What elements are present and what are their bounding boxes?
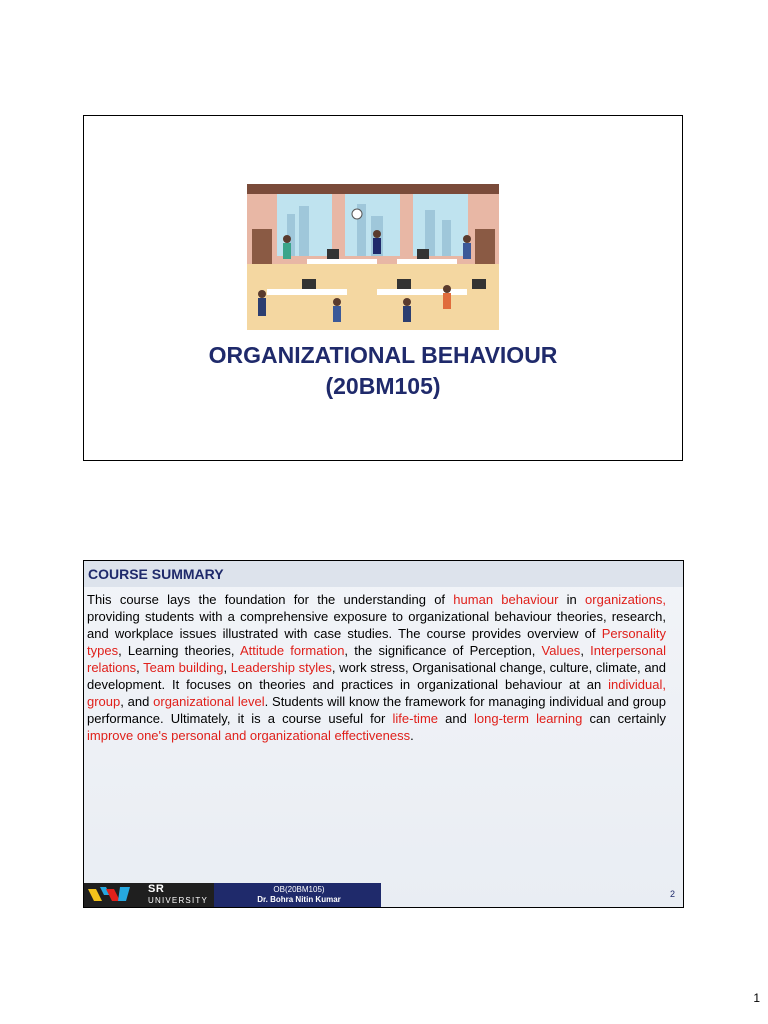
- slide-2: [83, 560, 684, 908]
- summary-highlight: Team building: [143, 660, 224, 675]
- summary-highlight: human behaviour: [453, 592, 559, 607]
- summary-segment: , the significance of Perception,: [344, 643, 542, 658]
- page-number: 1: [753, 991, 760, 1005]
- slide-1: [83, 115, 683, 461]
- summary-segment: can certainly: [582, 711, 666, 726]
- summary-highlight: Attitude formation: [239, 643, 345, 658]
- summary-segment: in: [558, 592, 586, 607]
- logo-line-sr: SR: [148, 883, 165, 895]
- summary-segment: , work stress, Organisational change, culture, climate, and development. It focuses on theories and practices in organizational behaviour at an: [87, 660, 667, 692]
- summary-segment: ,: [223, 660, 231, 675]
- sr-logo-icon: [84, 883, 142, 907]
- summary-highlight: Values: [541, 643, 581, 658]
- summary-highlight: improve one's personal and organizational effectiveness: [87, 728, 411, 743]
- summary-highlight: organizational level: [153, 694, 265, 709]
- summary-highlight: long-term learning: [474, 711, 583, 726]
- course-title: ORGANIZATIONAL BEHAVIOUR: [208, 342, 558, 368]
- summary-highlight: Leadership styles: [230, 660, 332, 675]
- summary-segment: providing students with a comprehensive exposure to organizational behaviour theories, research, and workplace issues illustrated with case studies. The course provides overview of: [87, 609, 666, 641]
- summary-segment: . Students will know the framework for managing individual and group performance. Ultimately, it is a course useful for: [87, 694, 667, 726]
- summary-segment: , Learning theories,: [118, 643, 240, 658]
- university-logo: [84, 883, 214, 907]
- slide-footer: [84, 883, 683, 907]
- footer-bar: [84, 883, 381, 907]
- summary-segment: ,: [580, 643, 591, 658]
- course-summary-text: [87, 591, 666, 744]
- logo-line-university: UNIVERSITY: [148, 896, 209, 905]
- slide-number: 2: [669, 889, 675, 899]
- summary-highlight: Interpersonal relations: [87, 643, 666, 675]
- summary-segment: and: [438, 711, 475, 726]
- summary-highlight: organizations,: [585, 592, 666, 607]
- course-code-title: (20BM105): [325, 373, 441, 399]
- summary-segment: , and: [120, 694, 154, 709]
- summary-segment: This course lays the foundation for the understanding of: [87, 592, 454, 607]
- summary-highlight: individual, group: [87, 677, 666, 709]
- summary-highlight: life-time: [392, 711, 439, 726]
- summary-segment: ,: [136, 660, 144, 675]
- footer-instructor: Dr. Bohra Nitin Kumar: [257, 895, 341, 904]
- summary-highlight: Personality types: [87, 626, 666, 658]
- footer-course-code: OB(20BM105): [273, 885, 325, 894]
- office-illustration: [247, 184, 499, 330]
- course-summary-heading: COURSE SUMMARY: [84, 561, 683, 587]
- logo-text: [148, 884, 208, 906]
- summary-segment: .: [410, 728, 414, 743]
